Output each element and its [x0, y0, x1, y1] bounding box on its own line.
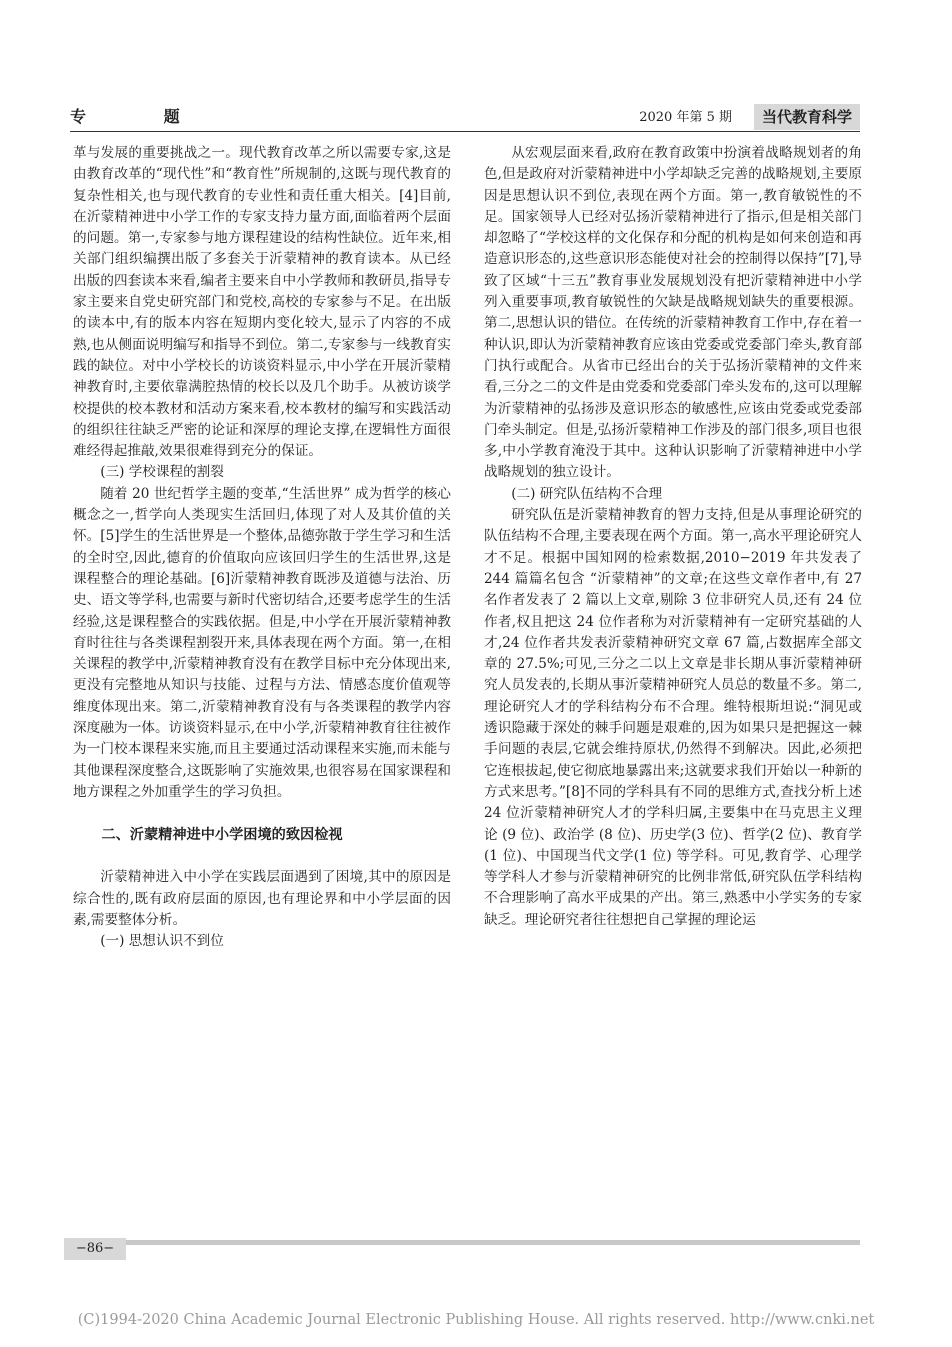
page-number: −86−	[64, 1238, 126, 1260]
footer-rule	[70, 1240, 860, 1245]
paragraph: 研究队伍是沂蒙精神教育的智力支持,但是从事理论研究的队伍结构不合理,主要表现在两个方面。第一,高水平理论研究人才不足。根据中国知网的检索数据,2010−2019 年共发表了 244 篇篇名包含 “沂蒙精神”的文章;在这些文章作者中,有 27 名作者发表了 2 篇以上文章,剔除 3 位非研究人员,还有 24 位作者,权且把这 24 位作者称为对沂蒙精神有一定研究基础的人才,24 位作者共发表沂蒙精神研究文章 67 篇,占数据库全部文章的 27.5%;可见,三分之二以上文章是非长期从事沂蒙精神研究人员发表的,长期从事沂蒙精神研究人员总的数量不多。第二,理论研究人才的学科结构分布不合理。维特根斯坦说:“洞见或透识隐藏于深处的棘手问题是艰难的,因为如果只是把握这一棘手问题的表层,它就会维持原状,仍然得不到解决。因此,必须把它连根拔起,使它彻底地暴露出来;这就要求我们开始以一种新的方式来思考。”[8]不同的学科具有不同的思维方式,查找分析上述 24 位沂蒙精神研究人才的学科归属,主要集中在马克思主义理论 (9 位)、政治学 (8 位)、历史学(3 位)、哲学(2 位)、教育学(1 位)、中国现当代文学(1 位) 等学科。可见,教育学、心理学等学科人才参与沂蒙精神研究的比例非常低,研究队伍学科结构不合理影响了高水平成果的产出。第三,熟悉中小学实务的专家缺乏。理论研究者往往想把自己掌握的理论运	[484, 507, 862, 928]
copyright-notice: (C)1994-2020 China Academic Journal Electronic Publishing House. All rights reserved. http://www.cnki.net	[77, 1312, 875, 1328]
page-header	[70, 104, 860, 130]
paragraph: 随着 20 世纪哲学主题的变革,“生活世界” 成为哲学的核心概念之一,哲学向人类现实生活回归,体现了对人及其价值的关怀。[5]学生的生活世界是一个整体,品德弥散于学生学习和生活的全时空,因此,德育的价值取向应该回归学生的生活世界,这是课程整合的理论基础。[6]沂蒙精神教育既涉及道德与法治、历史、语文等学科,也需要与新时代密切结合,还要考虑学生的生活经验,这是课程整合的实践依据。但是,中小学在开展沂蒙精神教育时往往与各类课程割裂开来,具体表现在两个方面。第一,在相关课程的教学中,沂蒙精神教育没有在教学目标中充分体现出来,更没有完整地从知识与技能、过程与方法、情感态度价值观等维度体现出来。第二,沂蒙精神教育没有与各类课程的教学内容深度融为一体。访谈资料显示,在中小学,沂蒙精神教育往往被作为一门校本课程来实施,而且主要通过活动课程来实施,而未能与其他课程深度整合,这既影响了实施效果,也很容易在国家课程和地方课程之外加重学生的学习负担。	[73, 485, 451, 800]
section-label: 专 题	[70, 107, 216, 126]
paragraph: 革与发展的重要挑战之一。现代教育改革之所以需要专家,这是由教育改革的“现代性”和“教育性”所规制的,这既与现代教育的复杂性相关,也与现代教育的专业性和责任重大相关。[4]目前,在沂蒙精神进中小学工作的专家支持力量方面,面临着两个层面的问题。第一,专家参与地方课程建设的结构性缺位。近年来,相关部门组织编撰出版了多套关于沂蒙精神的教育读本。从已经出版的四套读本来看,编者主要来自中小学教师和教研员,指导专家主要来自党史研究部门和党校,高校的专家参与不足。在出版的读本中,有的版本内容在短期内变化较大,显示了内容的不成熟,也从侧面说明编写和指导不到位。第二,专家参与一线教育实践的缺位。对中小学校长的访谈资料显示,中小学在开展沂蒙精神教育时,主要依靠满腔热情的校长以及几个助手。从被访谈学校提供的校本教材和活动方案来看,校本教材的编写和实践活动的组织往往缺乏严密的论证和深厚的理论支撑,在逻辑性方面很难经得起推敲,效果很难得到充分的保证。	[73, 145, 451, 460]
right-column	[484, 143, 862, 931]
paragraph: 从宏观层面来看,政府在教育政策中扮演着战略规划者的角色,但是政府对沂蒙精神进中小学却缺乏完善的战略规划,主要原因是思想认识不到位,表现在两个方面。第一,教育敏锐性的不足。国家领导人已经对弘扬沂蒙精神进行了指示,但是相关部门却忽略了“学校这样的文化保存和分配的机构是如何来创造和再造意识形态的,这些意识形态能使对社会的控制得以保持”[7],导致了区域“十三五”教育事业发展规划没有把沂蒙精神进中小学列入重要事项,教育敏锐性的欠缺是战略规划缺失的重要根源。第二,思想认识的错位。在传统的沂蒙精神教育工作中,存在着一种认识,即认为沂蒙精神教育应该由党委或党委部门牵头,教育部门执行或配合。从省市已经出台的关于弘扬沂蒙精神的文件来看,三分之二的文件是由党委和党委部门牵头发布的,这可以理解为沂蒙精神的弘扬涉及意识形态的敏感性,应该由党委或党委部门牵头制定。但是,弘扬沂蒙精神工作涉及的部门很多,项目也很多,中小学教育淹没于其中。这种认识影响了沂蒙精神进中小学战略规划的独立设计。	[484, 145, 862, 481]
issue-label: 2020 年第 5 期	[639, 110, 732, 125]
header-rule	[70, 131, 860, 132]
left-column	[73, 143, 451, 952]
subheading: (二) 研究队伍结构不合理	[511, 485, 663, 502]
journal-name: 当代教育科学	[754, 104, 860, 130]
subheading: (三) 学校课程的割裂	[100, 464, 224, 481]
section-heading: 二、沂蒙精神进中小学困境的致因检视	[101, 827, 343, 844]
subheading: (一) 思想认识不到位	[100, 933, 224, 950]
paragraph: 沂蒙精神进入中小学在实践层面遇到了困境,其中的原因是综合性的,既有政府层面的原因,也有理论界和中小学层面的因素,需要整体分析。	[73, 869, 451, 928]
